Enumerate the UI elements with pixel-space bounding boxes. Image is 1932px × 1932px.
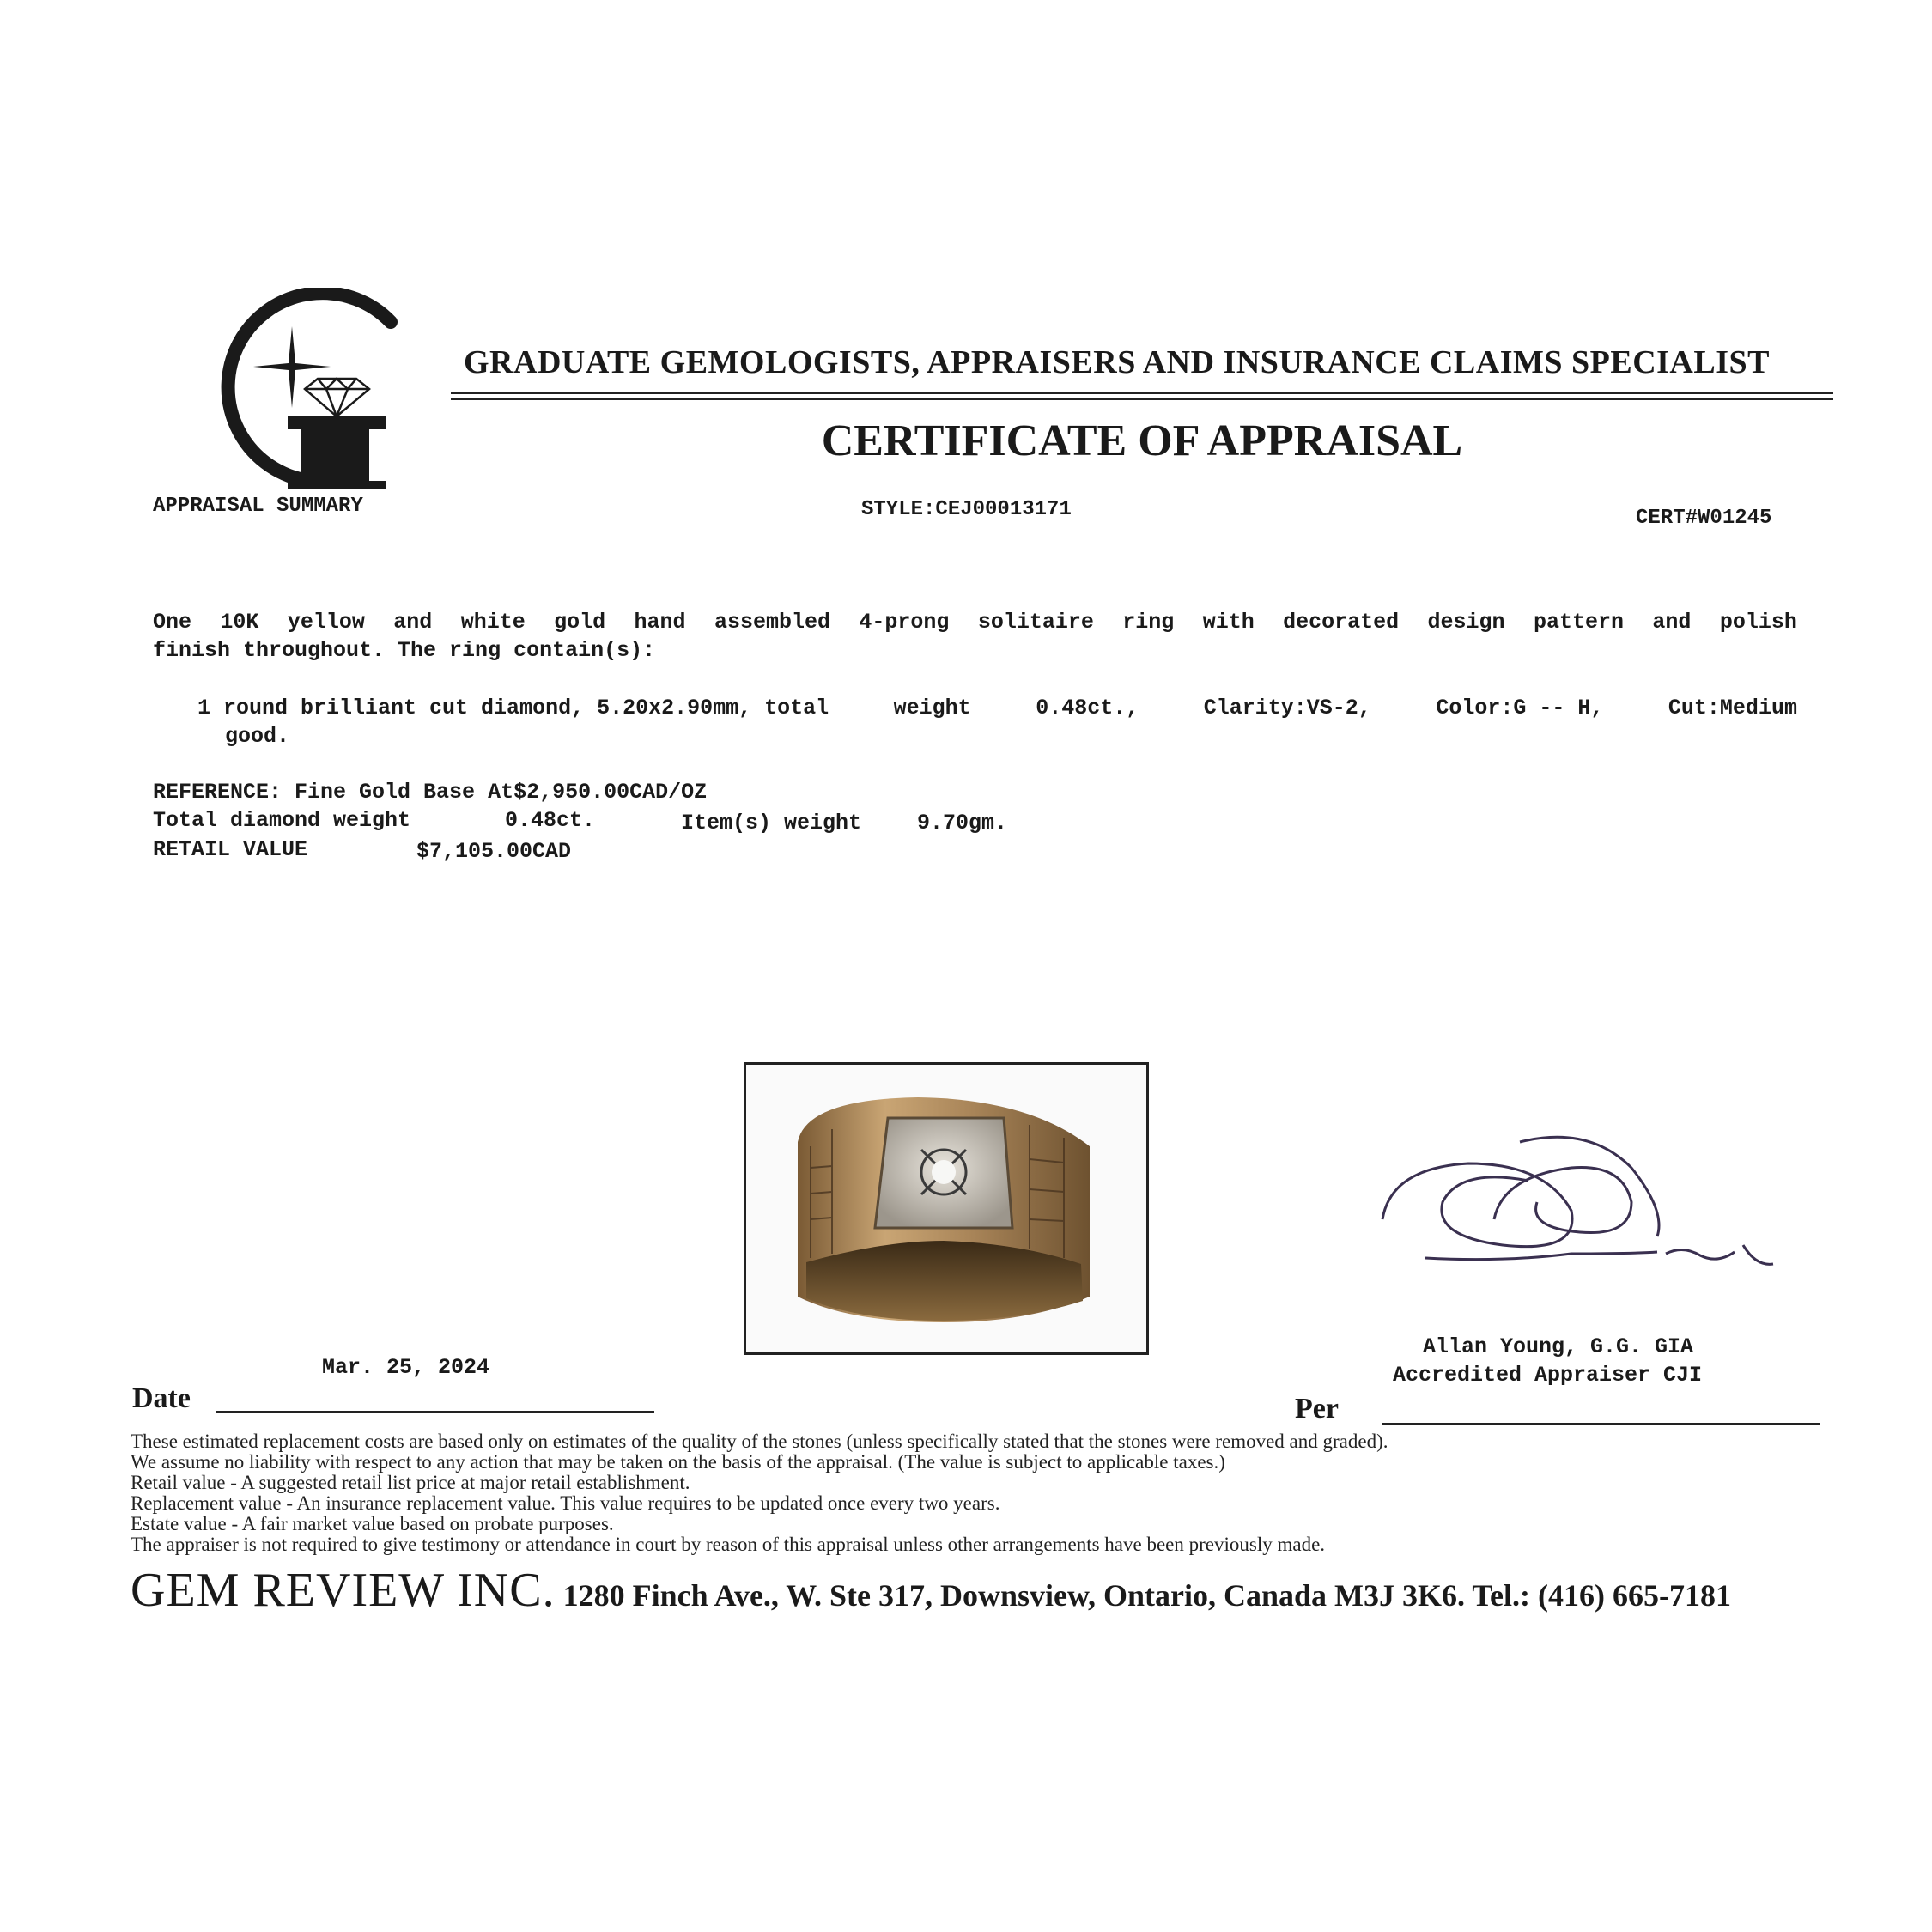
description-word: yellow [287,610,365,635]
retail-value-label: RETAIL VALUE [153,837,308,862]
disclaimer-line: The appraiser is not required to give testimony or attendance in court by reason of this appraisal unless other arrangements have been previously made. [131,1534,1326,1555]
stone-part: 1 round brilliant cut diamond, 5.20x2.90mm, total [197,696,829,720]
per-label: Per [1295,1393,1339,1425]
appraisal-summary-label: APPRAISAL SUMMARY [153,495,363,518]
disclaimer-line: These estimated replacement costs are based only on estimates of the quality of the stones (unless specifically stated that the stones were removed and graded). [131,1431,1388,1452]
description-word: white [460,610,526,635]
disclaimer-line: Replacement value - An insurance replacement value. This value requires to be updated once every two years. [131,1492,1000,1514]
description-word: design [1427,610,1505,635]
per-line [1382,1423,1820,1425]
style-number: STYLE:CEJ00013171 [861,498,1072,521]
description-word: assembled [714,610,830,635]
description-word: and [393,610,433,635]
stone-part: Color:G -- H, [1436,696,1604,720]
company-name: GEM REVIEW INC. [131,1564,556,1617]
company-logo [193,288,399,494]
disclaimer-line: We assume no liability with respect to any action that may be taken on the basis of the appraisal. (The value is subject to applicable taxes.) [131,1451,1225,1473]
disclaimer-line: Retail value - A suggested retail list price at major retail establishment. [131,1472,690,1493]
reference-line: REFERENCE: Fine Gold Base At$2,950.00CAD/OZ [153,780,708,805]
description-word: solitaire [977,610,1094,635]
description-word: and [1652,610,1692,635]
company-footer [131,1563,1731,1618]
certificate-title: CERTIFICATE OF APPRAISAL [821,416,1463,465]
header-rule-bottom [451,398,1833,400]
description-word: One [153,610,192,635]
header-title: GRADUATE GEMOLOGISTS, APPRAISERS AND INSURANCE CLAIMS SPECIALIST [464,344,1770,380]
description-word: 10K [220,610,259,635]
cert-number: CERT#W01245 [1636,507,1772,530]
appraiser-signature [1374,1116,1795,1279]
description-line-2: finish throughout. The ring contain(s): [153,638,656,663]
description-word: hand [634,610,686,635]
stone-part: Cut:Medium [1668,696,1797,720]
description-word: polish [1719,610,1797,635]
stone-line-1 [197,694,1797,722]
stone-part: weight [893,696,971,720]
description-word: gold [554,610,606,635]
item-weight-label: Item(s) weight [681,811,862,835]
stone-part: Clarity:VS-2, [1203,696,1371,720]
header-rule-top [451,392,1833,394]
stone-part: 0.48ct., [1036,696,1139,720]
description-word: 4-prong [859,610,950,635]
description-word: ring [1122,610,1175,635]
description-line-1 [153,608,1797,636]
description-word: decorated [1283,610,1400,635]
description-word: pattern [1533,610,1624,635]
appraiser-name: Allan Young, G.G. GIA [1423,1334,1694,1359]
date-label: Date [132,1382,191,1414]
total-diamond-weight-value: 0.48ct. [505,808,596,833]
item-weight-value: 9.70gm. [917,811,1008,835]
appraiser-credential: Accredited Appraiser CJI [1393,1363,1703,1388]
ring-image [746,1065,1146,1352]
company-address: 1280 Finch Ave., W. Ste 317, Downsview, Ontario, Canada M3J 3K6. Tel.: (416) 665-7181 [555,1578,1731,1613]
retail-value: $7,105.00CAD [416,839,572,864]
ring-photo [744,1062,1149,1355]
date-value: Mar. 25, 2024 [322,1355,490,1380]
stone-line-2: good. [225,724,290,749]
total-diamond-weight-label: Total diamond weight [153,808,411,833]
disclaimer-line: Estate value - A fair market value based on probate purposes. [131,1513,614,1534]
description-word: with [1202,610,1255,635]
date-line [216,1411,654,1413]
